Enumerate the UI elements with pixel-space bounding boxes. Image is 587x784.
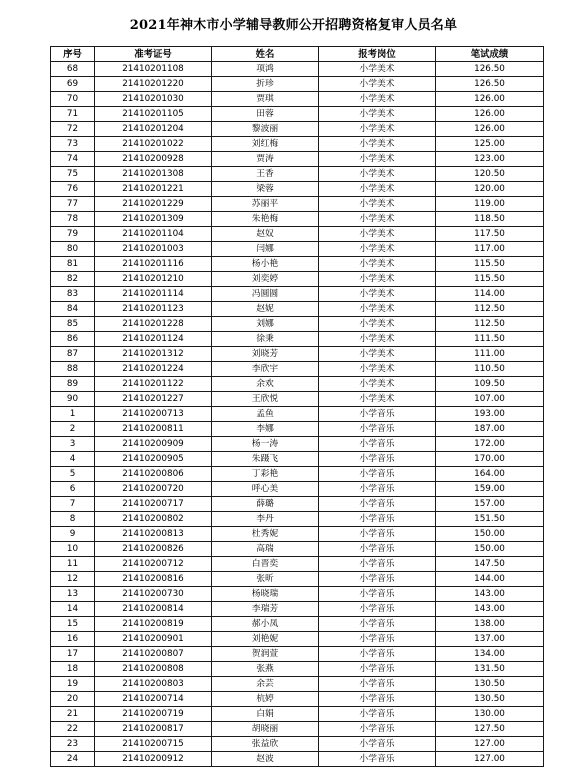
cell-exam-ticket-number: 21410200817 (95, 722, 212, 737)
cell-written-score: 137.00 (436, 632, 544, 647)
table-row (51, 737, 544, 752)
cell-written-score: 187.00 (436, 422, 544, 437)
cell-applied-position: 小学音乐 (319, 467, 436, 482)
cell-applied-position: 小学美术 (319, 152, 436, 167)
cell-exam-ticket-number: 21410201030 (95, 92, 212, 107)
cell-exam-ticket-number: 21410200720 (95, 482, 212, 497)
cell-name: 孟鱼 (212, 407, 319, 422)
cell-exam-ticket-number: 21410201224 (95, 362, 212, 377)
header-serial-number: 序号 (51, 47, 95, 62)
cell-exam-ticket-number: 21410200808 (95, 662, 212, 677)
cell-written-score: 127.50 (436, 722, 544, 737)
cell-exam-ticket-number: 21410200713 (95, 407, 212, 422)
cell-written-score: 164.00 (436, 467, 544, 482)
cell-applied-position: 小学音乐 (319, 662, 436, 677)
cell-applied-position: 小学音乐 (319, 572, 436, 587)
cell-applied-position: 小学美术 (319, 362, 436, 377)
cell-exam-ticket-number: 21410201003 (95, 242, 212, 257)
cell-written-score: 120.00 (436, 182, 544, 197)
cell-applied-position: 小学音乐 (319, 677, 436, 692)
table-row (51, 242, 544, 257)
cell-serial-number: 13 (51, 587, 95, 602)
cell-name: 余欢 (212, 377, 319, 392)
cell-name: 杨晓瑞 (212, 587, 319, 602)
cell-applied-position: 小学音乐 (319, 707, 436, 722)
cell-written-score: 126.50 (436, 77, 544, 92)
cell-written-score: 172.00 (436, 437, 544, 452)
table-row (51, 422, 544, 437)
cell-name: 刘奕婷 (212, 272, 319, 287)
cell-written-score: 131.50 (436, 662, 544, 677)
cell-name: 刘娜 (212, 317, 319, 332)
cell-applied-position: 小学美术 (319, 242, 436, 257)
cell-written-score: 125.00 (436, 137, 544, 152)
cell-serial-number: 20 (51, 692, 95, 707)
cell-applied-position: 小学美术 (319, 317, 436, 332)
cell-written-score: 123.00 (436, 152, 544, 167)
cell-written-score: 159.00 (436, 482, 544, 497)
cell-exam-ticket-number: 21410201227 (95, 392, 212, 407)
cell-name: 李欣宇 (212, 362, 319, 377)
cell-exam-ticket-number: 21410200811 (95, 422, 212, 437)
cell-applied-position: 小学美术 (319, 332, 436, 347)
header-exam-ticket-number: 准考证号 (95, 47, 212, 62)
cell-applied-position: 小学音乐 (319, 452, 436, 467)
header-written-score: 笔试成绩 (436, 47, 544, 62)
cell-written-score: 193.00 (436, 407, 544, 422)
cell-applied-position: 小学音乐 (319, 587, 436, 602)
cell-name: 杨一涛 (212, 437, 319, 452)
cell-serial-number: 4 (51, 452, 95, 467)
cell-serial-number: 7 (51, 497, 95, 512)
cell-applied-position: 小学音乐 (319, 617, 436, 632)
table-row (51, 617, 544, 632)
cell-written-score: 114.00 (436, 287, 544, 302)
table-row (51, 692, 544, 707)
cell-applied-position: 小学美术 (319, 287, 436, 302)
cell-serial-number: 80 (51, 242, 95, 257)
table-body (51, 62, 544, 767)
cell-name: 贾琪 (212, 92, 319, 107)
cell-name: 胡晓丽 (212, 722, 319, 737)
table-row (51, 497, 544, 512)
cell-exam-ticket-number: 21410200905 (95, 452, 212, 467)
cell-name: 赵波 (212, 752, 319, 767)
cell-serial-number: 82 (51, 272, 95, 287)
cell-applied-position: 小学美术 (319, 122, 436, 137)
cell-serial-number: 17 (51, 647, 95, 662)
cell-written-score: 127.00 (436, 737, 544, 752)
cell-written-score: 119.00 (436, 197, 544, 212)
table-row (51, 227, 544, 242)
cell-name: 苏丽平 (212, 197, 319, 212)
cell-serial-number: 78 (51, 212, 95, 227)
cell-exam-ticket-number: 21410201105 (95, 107, 212, 122)
cell-exam-ticket-number: 21410201220 (95, 77, 212, 92)
cell-name: 徐秉 (212, 332, 319, 347)
cell-serial-number: 22 (51, 722, 95, 737)
cell-serial-number: 79 (51, 227, 95, 242)
table-row (51, 407, 544, 422)
cell-written-score: 134.00 (436, 647, 544, 662)
table-row (51, 212, 544, 227)
table-row (51, 482, 544, 497)
cell-serial-number: 75 (51, 167, 95, 182)
cell-exam-ticket-number: 21410201204 (95, 122, 212, 137)
cell-serial-number: 86 (51, 332, 95, 347)
cell-name: 白娟 (212, 707, 319, 722)
cell-name: 田蓉 (212, 107, 319, 122)
header-applied-position: 报考岗位 (319, 47, 436, 62)
table-row (51, 452, 544, 467)
cell-name: 朱蹑飞 (212, 452, 319, 467)
cell-applied-position: 小学美术 (319, 347, 436, 362)
cell-written-score: 118.50 (436, 212, 544, 227)
cell-serial-number: 73 (51, 137, 95, 152)
cell-name: 高瑞 (212, 542, 319, 557)
cell-written-score: 143.00 (436, 587, 544, 602)
table-row (51, 92, 544, 107)
cell-applied-position: 小学音乐 (319, 692, 436, 707)
cell-applied-position: 小学美术 (319, 257, 436, 272)
cell-exam-ticket-number: 21410201221 (95, 182, 212, 197)
table-row (51, 107, 544, 122)
cell-name: 折珍 (212, 77, 319, 92)
cell-written-score: 147.50 (436, 557, 544, 572)
cell-written-score: 117.00 (436, 242, 544, 257)
cell-serial-number: 71 (51, 107, 95, 122)
cell-applied-position: 小学音乐 (319, 752, 436, 767)
cell-name: 白晋奕 (212, 557, 319, 572)
cell-serial-number: 18 (51, 662, 95, 677)
cell-exam-ticket-number: 21410201210 (95, 272, 212, 287)
cell-name: 薛璐 (212, 497, 319, 512)
cell-serial-number: 69 (51, 77, 95, 92)
table-row (51, 392, 544, 407)
cell-exam-ticket-number: 21410201312 (95, 347, 212, 362)
cell-applied-position: 小学音乐 (319, 722, 436, 737)
cell-written-score: 138.00 (436, 617, 544, 632)
table-row (51, 542, 544, 557)
cell-exam-ticket-number: 21410200807 (95, 647, 212, 662)
cell-applied-position: 小学音乐 (319, 527, 436, 542)
table-header (51, 47, 544, 62)
table-row (51, 167, 544, 182)
header-row (51, 47, 544, 62)
cell-name: 贺润萱 (212, 647, 319, 662)
cell-exam-ticket-number: 21410200714 (95, 692, 212, 707)
table-row (51, 527, 544, 542)
table-row (51, 707, 544, 722)
table-row (51, 677, 544, 692)
cell-name: 冯圆圆 (212, 287, 319, 302)
cell-exam-ticket-number: 21410201022 (95, 137, 212, 152)
cell-exam-ticket-number: 21410201122 (95, 377, 212, 392)
cell-applied-position: 小学美术 (319, 197, 436, 212)
cell-exam-ticket-number: 21410201308 (95, 167, 212, 182)
cell-serial-number: 24 (51, 752, 95, 767)
cell-serial-number: 85 (51, 317, 95, 332)
cell-written-score: 117.50 (436, 227, 544, 242)
table-row (51, 512, 544, 527)
cell-exam-ticket-number: 21410200719 (95, 707, 212, 722)
cell-serial-number: 2 (51, 422, 95, 437)
header-name: 姓名 (212, 47, 319, 62)
cell-written-score: 115.50 (436, 272, 544, 287)
cell-serial-number: 84 (51, 302, 95, 317)
candidate-table (50, 46, 544, 767)
cell-exam-ticket-number: 21410201116 (95, 257, 212, 272)
cell-serial-number: 15 (51, 617, 95, 632)
table-row (51, 722, 544, 737)
cell-written-score: 130.50 (436, 692, 544, 707)
cell-serial-number: 72 (51, 122, 95, 137)
table-row (51, 182, 544, 197)
cell-serial-number: 19 (51, 677, 95, 692)
cell-exam-ticket-number: 21410200803 (95, 677, 212, 692)
cell-applied-position: 小学美术 (319, 212, 436, 227)
cell-serial-number: 74 (51, 152, 95, 167)
cell-serial-number: 12 (51, 572, 95, 587)
cell-serial-number: 76 (51, 182, 95, 197)
cell-name: 黎波丽 (212, 122, 319, 137)
cell-name: 张益欣 (212, 737, 319, 752)
cell-written-score: 150.00 (436, 542, 544, 557)
cell-exam-ticket-number: 21410201123 (95, 302, 212, 317)
cell-exam-ticket-number: 21410200730 (95, 587, 212, 602)
cell-exam-ticket-number: 21410201104 (95, 227, 212, 242)
cell-name: 闫娜 (212, 242, 319, 257)
cell-applied-position: 小学美术 (319, 377, 436, 392)
cell-applied-position: 小学音乐 (319, 737, 436, 752)
cell-name: 赵奴 (212, 227, 319, 242)
cell-name: 朱艳梅 (212, 212, 319, 227)
table-row (51, 332, 544, 347)
cell-name: 呼心美 (212, 482, 319, 497)
cell-name: 郝小凤 (212, 617, 319, 632)
cell-name: 杨小艳 (212, 257, 319, 272)
cell-written-score: 150.00 (436, 527, 544, 542)
cell-written-score: 112.50 (436, 302, 544, 317)
table-row (51, 647, 544, 662)
table-row (51, 302, 544, 317)
table-row (51, 377, 544, 392)
cell-exam-ticket-number: 21410201114 (95, 287, 212, 302)
cell-written-score: 115.50 (436, 257, 544, 272)
table-row (51, 752, 544, 767)
cell-exam-ticket-number: 21410200928 (95, 152, 212, 167)
cell-serial-number: 5 (51, 467, 95, 482)
cell-name: 梁蓉 (212, 182, 319, 197)
cell-name: 项鸿 (212, 62, 319, 77)
cell-applied-position: 小学音乐 (319, 602, 436, 617)
cell-serial-number: 11 (51, 557, 95, 572)
cell-name: 丁彩艳 (212, 467, 319, 482)
cell-written-score: 127.00 (436, 752, 544, 767)
cell-written-score: 109.50 (436, 377, 544, 392)
cell-name: 张燕 (212, 662, 319, 677)
cell-exam-ticket-number: 21410200901 (95, 632, 212, 647)
cell-applied-position: 小学美术 (319, 62, 436, 77)
cell-applied-position: 小学美术 (319, 302, 436, 317)
cell-serial-number: 68 (51, 62, 95, 77)
cell-serial-number: 90 (51, 392, 95, 407)
cell-applied-position: 小学音乐 (319, 557, 436, 572)
document-title: 2021年神木市小学辅导教师公开招聘资格复审人员名单 (129, 18, 458, 33)
cell-serial-number: 1 (51, 407, 95, 422)
table-row (51, 62, 544, 77)
cell-written-score: 110.50 (436, 362, 544, 377)
cell-applied-position: 小学音乐 (319, 482, 436, 497)
cell-name: 李丹 (212, 512, 319, 527)
cell-written-score: 111.50 (436, 332, 544, 347)
table-row (51, 272, 544, 287)
cell-applied-position: 小学音乐 (319, 632, 436, 647)
cell-written-score: 126.00 (436, 107, 544, 122)
cell-serial-number: 89 (51, 377, 95, 392)
cell-applied-position: 小学音乐 (319, 542, 436, 557)
table-row (51, 467, 544, 482)
cell-written-score: 130.50 (436, 677, 544, 692)
cell-name: 李娜 (212, 422, 319, 437)
cell-serial-number: 3 (51, 437, 95, 452)
cell-exam-ticket-number: 21410200909 (95, 437, 212, 452)
cell-applied-position: 小学美术 (319, 272, 436, 287)
table-row (51, 137, 544, 152)
cell-written-score: 157.00 (436, 497, 544, 512)
cell-name: 余芸 (212, 677, 319, 692)
table-row (51, 152, 544, 167)
cell-exam-ticket-number: 21410200715 (95, 737, 212, 752)
cell-applied-position: 小学美术 (319, 392, 436, 407)
cell-written-score: 130.00 (436, 707, 544, 722)
cell-applied-position: 小学美术 (319, 167, 436, 182)
cell-written-score: 126.50 (436, 62, 544, 77)
table-row (51, 347, 544, 362)
cell-serial-number: 14 (51, 602, 95, 617)
cell-name: 赵妮 (212, 302, 319, 317)
cell-applied-position: 小学美术 (319, 107, 436, 122)
cell-written-score: 126.00 (436, 122, 544, 137)
table-row (51, 662, 544, 677)
cell-written-score: 126.00 (436, 92, 544, 107)
cell-exam-ticket-number: 21410200806 (95, 467, 212, 482)
table-row (51, 557, 544, 572)
table-row (51, 122, 544, 137)
cell-serial-number: 10 (51, 542, 95, 557)
table-row (51, 602, 544, 617)
cell-exam-ticket-number: 21410201108 (95, 62, 212, 77)
cell-exam-ticket-number: 21410200802 (95, 512, 212, 527)
cell-exam-ticket-number: 21410200813 (95, 527, 212, 542)
cell-name: 杜秀妮 (212, 527, 319, 542)
table-row (51, 257, 544, 272)
cell-exam-ticket-number: 21410200712 (95, 557, 212, 572)
cell-serial-number: 88 (51, 362, 95, 377)
cell-exam-ticket-number: 21410201228 (95, 317, 212, 332)
cell-written-score: 143.00 (436, 602, 544, 617)
table-row (51, 197, 544, 212)
table-row (51, 587, 544, 602)
cell-applied-position: 小学音乐 (319, 512, 436, 527)
cell-applied-position: 小学美术 (319, 137, 436, 152)
cell-serial-number: 83 (51, 287, 95, 302)
table-row (51, 77, 544, 92)
cell-serial-number: 81 (51, 257, 95, 272)
cell-exam-ticket-number: 21410200814 (95, 602, 212, 617)
cell-applied-position: 小学音乐 (319, 497, 436, 512)
cell-serial-number: 8 (51, 512, 95, 527)
cell-written-score: 144.00 (436, 572, 544, 587)
cell-name: 刘晓芳 (212, 347, 319, 362)
cell-exam-ticket-number: 21410201309 (95, 212, 212, 227)
cell-exam-ticket-number: 21410200816 (95, 572, 212, 587)
cell-name: 贾涛 (212, 152, 319, 167)
cell-applied-position: 小学美术 (319, 77, 436, 92)
cell-written-score: 151.50 (436, 512, 544, 527)
cell-exam-ticket-number: 21410201124 (95, 332, 212, 347)
cell-name: 王香 (212, 167, 319, 182)
cell-name: 王欣悦 (212, 392, 319, 407)
cell-applied-position: 小学音乐 (319, 437, 436, 452)
cell-name: 杭婷 (212, 692, 319, 707)
cell-name: 刘艳妮 (212, 632, 319, 647)
cell-applied-position: 小学美术 (319, 182, 436, 197)
cell-applied-position: 小学美术 (319, 227, 436, 242)
cell-serial-number: 87 (51, 347, 95, 362)
cell-applied-position: 小学音乐 (319, 422, 436, 437)
cell-serial-number: 16 (51, 632, 95, 647)
table-row (51, 362, 544, 377)
cell-written-score: 112.50 (436, 317, 544, 332)
cell-serial-number: 9 (51, 527, 95, 542)
table-row (51, 632, 544, 647)
cell-written-score: 120.50 (436, 167, 544, 182)
cell-name: 张昕 (212, 572, 319, 587)
table-row (51, 437, 544, 452)
cell-serial-number: 77 (51, 197, 95, 212)
cell-serial-number: 70 (51, 92, 95, 107)
cell-serial-number: 6 (51, 482, 95, 497)
cell-name: 李瑞芳 (212, 602, 319, 617)
cell-serial-number: 23 (51, 737, 95, 752)
cell-written-score: 170.00 (436, 452, 544, 467)
cell-applied-position: 小学音乐 (319, 407, 436, 422)
table-row (51, 317, 544, 332)
cell-applied-position: 小学音乐 (319, 647, 436, 662)
cell-exam-ticket-number: 21410200819 (95, 617, 212, 632)
cell-exam-ticket-number: 21410201229 (95, 197, 212, 212)
cell-applied-position: 小学美术 (319, 92, 436, 107)
cell-exam-ticket-number: 21410200912 (95, 752, 212, 767)
table-row (51, 572, 544, 587)
cell-serial-number: 21 (51, 707, 95, 722)
cell-exam-ticket-number: 21410200717 (95, 497, 212, 512)
cell-exam-ticket-number: 21410200826 (95, 542, 212, 557)
cell-written-score: 107.00 (436, 392, 544, 407)
cell-name: 刘红梅 (212, 137, 319, 152)
table-row (51, 287, 544, 302)
cell-written-score: 111.00 (436, 347, 544, 362)
